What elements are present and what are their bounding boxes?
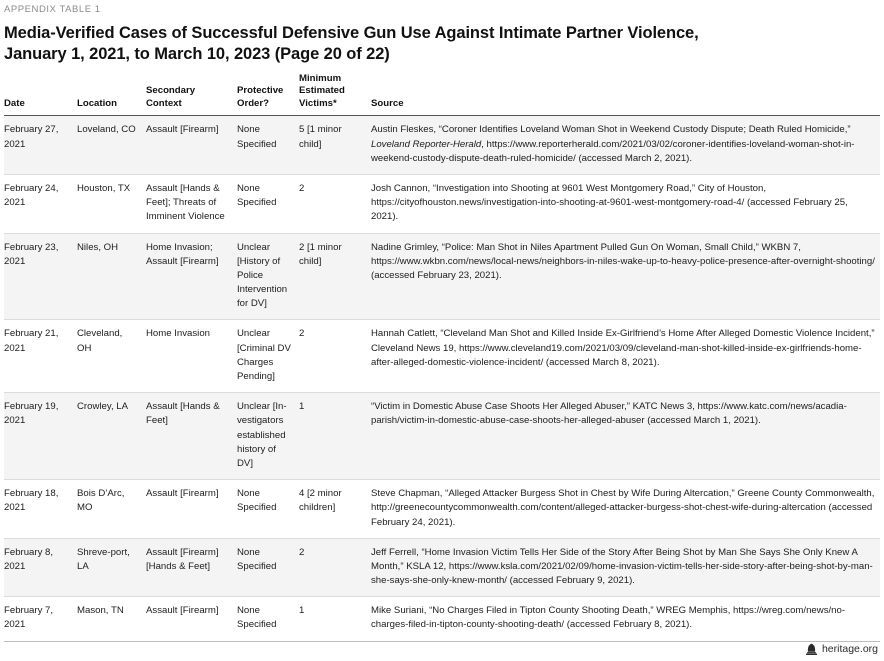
column-header-protective-order-line-2: Order?: [237, 97, 269, 109]
cell-location: Houston, TX: [77, 174, 146, 233]
cell-location: Crowley, LA: [77, 393, 146, 480]
cell-date: February 19, 2021: [4, 393, 77, 480]
cell-location: Cleveland, OH: [77, 320, 146, 393]
cell-minimum-estimated-victims: 2 [1 minor child]: [299, 233, 371, 320]
cell-date: February 24, 2021: [4, 174, 77, 233]
source-text-pre: “Victim in Domestic Abuse Case Shoots Her Alleged Abuser,” KATC News 3, https://www.katc.com/news/acadia-parish/victim-in-domestic-abuse-case-shoots-her-alleged-abuser (accessed March 1, 2021).: [371, 401, 847, 427]
source-text-pre: Josh Cannon, “Investigation into Shooting at 9601 West Montgomery Road,” City of Houston, https://cityofhouston.news/investigation-into-shooting-at-9601-west-montgomery-road-4/ (accessed February 25, 2021).: [371, 182, 848, 223]
page-title-line-1: Media-Verified Cases of Successful Defensive Gun Use Against Intimate Partner Violence,: [4, 24, 699, 42]
cell-source: [371, 393, 880, 480]
cell-protective-order: None Specified: [237, 174, 299, 233]
column-header-protective-order: [237, 66, 299, 116]
cell-minimum-estimated-victims: 2: [299, 320, 371, 393]
table-row: [4, 480, 880, 539]
cell-minimum-estimated-victims: 2: [299, 538, 371, 597]
table-row: [4, 233, 880, 320]
cell-minimum-estimated-victims: 5 [1 minor child]: [299, 116, 371, 175]
cell-source: [371, 480, 880, 539]
cell-secondary-context: Assault [Firearm]: [146, 480, 237, 539]
appendix-data-table: [4, 66, 880, 642]
cell-protective-order: None Specified: [237, 597, 299, 641]
table-eyebrow-label: APPENDIX TABLE 1: [4, 4, 101, 15]
cell-protective-order: None Specified: [237, 480, 299, 539]
page-title-line-2: January 1, 2021, to March 10, 2023 (Page 20 of 22): [4, 45, 390, 64]
table-row: [4, 320, 880, 393]
source-text-pre: Nadine Grimley, “Police: Man Shot in Niles Apartment Pulled Gun On Woman, Small Child,” WKBN 7, https://www.wkbn.com/news/local-news/neighbors-in-niles-wake-up-to-heavy-police-presence-after-overnight-shooting/ (accessed February 23, 2021).: [371, 241, 875, 281]
cell-date: February 7, 2021: [4, 597, 77, 641]
table-row: [4, 538, 880, 597]
cell-location: Mason, TN: [77, 597, 146, 641]
cell-source: [371, 174, 880, 233]
cell-date: February 23, 2021: [4, 233, 77, 320]
column-header-victims-line-2: Estimated: [299, 85, 345, 97]
source-text-pre: Steve Chapman, “Alleged Attacker Burgess Shot in Chest by Wife During Altercation,” Greene County Commonwealth, http://greenecountycommonwealth.com/content/alleged-attacker-burgess-shot-chest-wife-during-altercation (accessed February 24, 2021).: [371, 488, 875, 528]
column-header-source-label: Source: [371, 97, 404, 109]
cell-source: [371, 116, 880, 175]
table-row: [4, 116, 880, 175]
cell-secondary-context: Assault [Hands & Feet]; Threats of Imminent Violence: [146, 174, 237, 233]
cell-date: February 27, 2021: [4, 116, 77, 175]
column-header-victims-line-1: Minimum: [299, 72, 342, 84]
table-header: [4, 66, 880, 116]
table-header-row: [4, 66, 880, 116]
source-text-pre: Jeff Ferrell, “Home Invasion Victim Tells Her Side of the Story After Being Shot by Man She Says She Only Knew A Month,” KSLA 12, https://www.ksla.com/2021/02/09/home-invasion-victim-tells-her-side-story-after-being-shot-by-man-she-says-she-only-knew-month/ (accessed February 9, 2021).: [371, 546, 873, 587]
footer-branding: [806, 643, 878, 655]
cell-date: February 8, 2021: [4, 538, 77, 597]
column-header-date: [4, 66, 77, 116]
cell-protective-order: Unclear [In-vestigators established history of DV]: [237, 393, 299, 480]
column-header-victims-line-3: Victims*: [299, 97, 337, 109]
cell-protective-order: None Specified: [237, 538, 299, 597]
column-header-protective-order-line-1: Protective: [237, 85, 284, 97]
cell-source: [371, 538, 880, 597]
cell-location: Niles, OH: [77, 233, 146, 320]
column-header-secondary-context: [146, 66, 237, 116]
column-header-minimum-estimated-victims: [299, 66, 371, 116]
column-header-date-label: Date: [4, 97, 25, 109]
cell-secondary-context: Assault [Firearm]: [146, 597, 237, 641]
table-body: [4, 116, 880, 641]
cell-secondary-context: Assault [Firearm]: [146, 116, 237, 175]
cell-protective-order: Unclear [History of Police Intervention for DV]: [237, 233, 299, 320]
cell-date: February 18, 2021: [4, 480, 77, 539]
cell-location: Loveland, CO: [77, 116, 146, 175]
table-row: [4, 393, 880, 480]
column-header-secondary-context-line-1: Secondary: [146, 85, 196, 97]
cell-source: [371, 597, 880, 641]
source-text-pre: Mike Suriani, “No Charges Filed in Tipton County Shooting Death,” WREG Memphis, https://wreg.com/news/no-charges-filed-in-tipton-county-shooting-death/ (accessed February 8, 2021).: [371, 605, 846, 631]
cell-source: [371, 320, 880, 393]
cell-secondary-context: Assault [Hands & Feet]: [146, 393, 237, 480]
source-publication-title: Loveland Reporter-Herald: [371, 138, 482, 150]
cell-location: Shreve-port, LA: [77, 538, 146, 597]
table-row: [4, 174, 880, 233]
column-header-location-label: Location: [77, 97, 117, 109]
source-text-post: , https://www.reporterherald.com/2021/03/02/coroner-identifies-loveland-woman-shot-in-weekend-custody-dispute-death-ruled-homicide/ (accessed March 2, 2021).: [371, 138, 855, 164]
cell-minimum-estimated-victims: 1: [299, 597, 371, 641]
footer-brand-label: heritage.org: [821, 643, 878, 655]
cell-secondary-context: Home Invasion: [146, 320, 237, 393]
cell-secondary-context: Home Invasion; Assault [Firearm]: [146, 233, 237, 320]
cell-minimum-estimated-victims: 2: [299, 174, 371, 233]
cell-protective-order: None Specified: [237, 116, 299, 175]
cell-minimum-estimated-victims: 1: [299, 393, 371, 480]
cell-location: Bois D’Arc, MO: [77, 480, 146, 539]
source-text-pre: Hannah Catlett, “Cleveland Man Shot and Killed Inside Ex-Girlfriend’s Home After Alleged Domestic Violence Incident,” Cleveland News 19, https://www.cleveland19.com/2021/03/09/cleveland-man-shot-killed-inside-ex-girlfriends-home-after-alleged-domestic-violence-incident/ (accessed March 8, 2021).: [371, 328, 875, 368]
column-header-source: [371, 66, 880, 116]
column-header-secondary-context-line-2: Context: [146, 97, 182, 109]
table-row: [4, 597, 880, 641]
page-title: [0, 15, 820, 66]
cell-protective-order: Unclear [Criminal DV Charges Pending]: [237, 320, 299, 393]
heritage-bell-icon: [806, 643, 817, 655]
cell-date: February 21, 2021: [4, 320, 77, 393]
source-text-pre: Austin Fleskes, “Coroner Identifies Loveland Woman Shot in Weekend Custody Dispute; Death Ruled Homicide,”: [371, 124, 851, 136]
cell-secondary-context: Assault [Firearm] [Hands & Feet]: [146, 538, 237, 597]
column-header-location: [77, 66, 146, 116]
cell-source: [371, 233, 880, 320]
cell-minimum-estimated-victims: 4 [2 minor children]: [299, 480, 371, 539]
